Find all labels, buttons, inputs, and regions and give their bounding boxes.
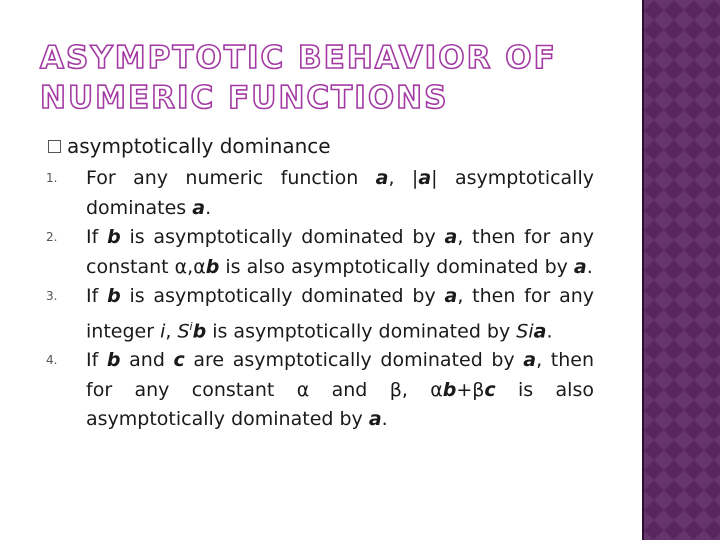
- list-number: 4.: [46, 353, 58, 368]
- slide-content: [46, 133, 594, 435]
- list-number: 1.: [46, 171, 58, 185]
- math-symbol: S: [516, 319, 529, 342]
- text-run: and: [120, 349, 174, 372]
- math-variable: a: [533, 319, 547, 342]
- text-run: is asymptotically dominated by: [206, 319, 517, 342]
- math-variable: a: [368, 408, 382, 431]
- text-run: , then for any integer: [86, 285, 594, 342]
- text-run: is asymptotically dominated by: [120, 285, 445, 307]
- numbered-list: [46, 164, 594, 435]
- text-run: +β: [456, 378, 485, 401]
- math-variable: a: [444, 226, 458, 248]
- superscript: i: [189, 319, 193, 333]
- math-variable: a: [523, 349, 537, 372]
- text-run: .: [381, 408, 388, 431]
- text-run: ,: [165, 319, 178, 342]
- math-variable: a: [444, 285, 458, 307]
- text-run: , |: [388, 167, 419, 189]
- checkbox-bullet-icon: [48, 140, 61, 153]
- text-run: is also asymptotically dominated by: [86, 378, 594, 431]
- slide-title: [40, 38, 560, 118]
- text-run: | asymptotically dominates: [86, 167, 594, 219]
- decorative-side-panel: [642, 0, 720, 540]
- text-run: is asymptotically dominated by: [120, 226, 445, 248]
- list-item-text: [86, 282, 594, 346]
- text-run: .: [546, 319, 553, 342]
- list-item: [46, 164, 594, 223]
- math-variable: b: [106, 349, 121, 372]
- list-number: 3.: [46, 289, 58, 303]
- title-line-1: ASYMPTOTIC BEHAVIOR OF: [40, 40, 557, 76]
- list-item-text: [86, 223, 594, 282]
- text-run: .: [586, 255, 593, 278]
- list-item: [46, 223, 594, 282]
- text-run: If: [86, 226, 108, 248]
- bullet-text: asymptotically dominance: [67, 134, 331, 158]
- text-run: , then for any constant α,α: [86, 226, 594, 278]
- math-variable: a: [375, 167, 389, 189]
- math-variable: b: [442, 378, 457, 401]
- text-run: is also asymptotically dominated by: [219, 255, 574, 278]
- bullet-intro: [46, 133, 594, 159]
- list-item-text: [86, 346, 594, 435]
- math-variable: c: [173, 349, 185, 372]
- text-run: .: [205, 196, 212, 219]
- text-run: If: [86, 285, 108, 307]
- math-variable: b: [107, 226, 121, 248]
- text-run: , then for any constant α and β, α: [86, 349, 595, 401]
- math-variable: a: [573, 255, 587, 278]
- math-variable: b: [107, 285, 121, 307]
- math-variable: a: [192, 196, 206, 219]
- math-variable: c: [484, 378, 496, 401]
- title-line-2: NUMERIC FUNCTIONS: [40, 80, 449, 116]
- math-symbol: i: [528, 319, 534, 342]
- list-item: [46, 282, 594, 346]
- text-run: If: [86, 349, 107, 372]
- list-number: 2.: [46, 230, 58, 244]
- text-run: are asymptotically dominated by: [184, 349, 524, 372]
- math-variable: b: [192, 319, 207, 342]
- math-symbol: S: [177, 319, 190, 342]
- math-variable: a: [418, 167, 432, 189]
- list-item: [46, 346, 594, 435]
- list-item-text: [86, 164, 594, 223]
- math-variable: b: [205, 255, 220, 278]
- math-symbol: i: [160, 319, 166, 342]
- text-run: For any numeric function: [86, 167, 376, 189]
